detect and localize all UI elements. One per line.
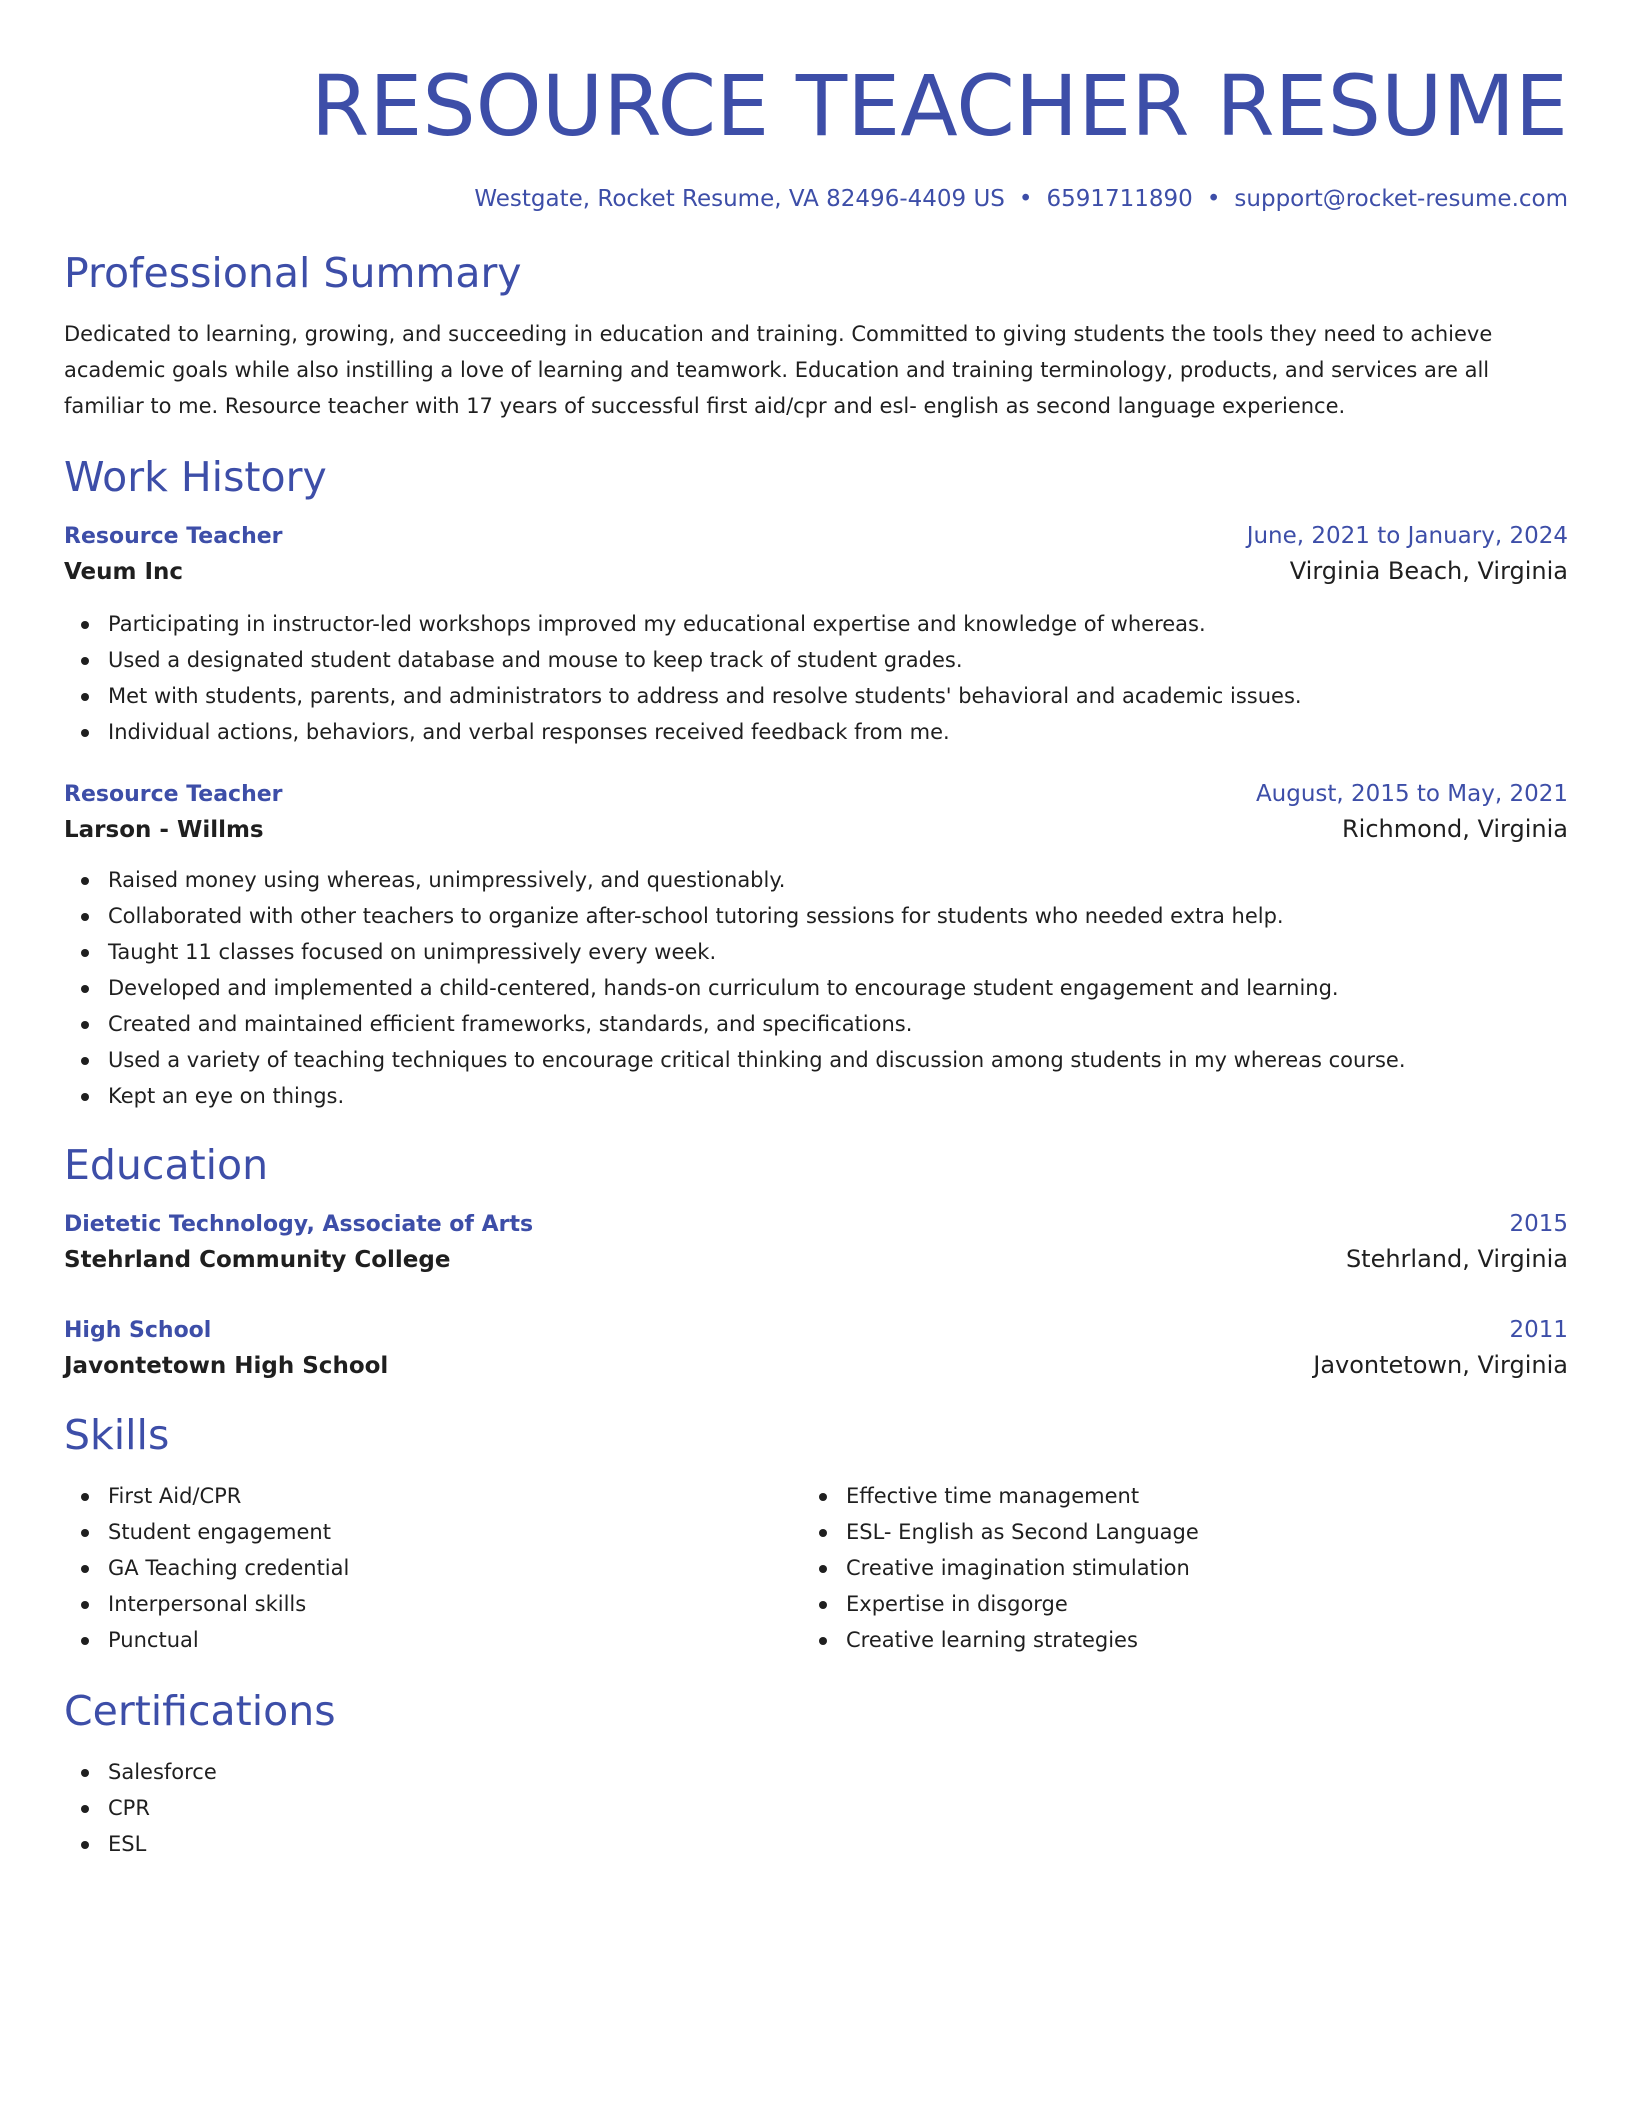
list-item: Punctual [108,1622,802,1658]
summary-section [64,248,1568,424]
contact-phone: 6591711890 [1046,186,1193,212]
education-header-row [64,1208,1568,1241]
list-item: Developed and implemented a child-centered, hands-on curriculum to encourage student engagement and learning. [108,970,1568,1006]
summary-text: Dedicated to learning, growing, and succeeding in education and training. Committed to giving students the tools they need to achieve academic goals while also instilling a love of learning and teamwork. Education and training terminology, products, and services are all familiar to me. Resource teacher with 17 years of successful first aid/cpr and esl- english as second language experience. [64,322,1493,418]
job-dates: August, 2015 to May, 2021 [1255,781,1568,807]
skills-list-left [64,1478,802,1658]
certifications-list [64,1754,1568,1862]
section-heading-work-history: Work History [64,453,327,501]
job-role: Resource Teacher [64,524,283,549]
list-item: Creative imagination stimulation [846,1550,1540,1586]
section-heading-summary: Professional Summary [64,249,522,297]
job-dates: June, 2021 to January, 2024 [1246,523,1568,549]
education-year: 2011 [1509,1317,1568,1343]
list-item: ESL [108,1826,1568,1862]
education-year: 2015 [1509,1211,1568,1237]
list-item: Met with students, parents, and administrators to address and resolve students' behavioral and academic issues. [108,678,1568,714]
list-item: Kept an eye on things. [108,1078,1568,1114]
list-item: Salesforce [108,1754,1568,1790]
education-entry [64,1314,1568,1384]
list-item: GA Teaching credential [108,1550,802,1586]
contact-address: Westgate, Rocket Resume, VA 82496-4409 US [474,186,1005,212]
education-degree: High School [64,1318,212,1343]
education-header-row [64,1314,1568,1347]
list-item: Used a designated student database and mouse to keep track of student grades. [108,642,1568,678]
education-school: Stehrland Community College [64,1247,451,1273]
education-location: Stehrland, Virginia [1345,1245,1568,1273]
job-header-row [64,778,1568,811]
job-bullets [64,606,1568,750]
list-item: First Aid/CPR [108,1478,802,1514]
skills-section [64,1410,1568,1658]
skills-column-left [64,1478,802,1658]
section-heading-certifications: Certifications [64,1687,336,1735]
job-location: Virginia Beach, Virginia [1289,557,1568,585]
resume-title: RESOURCE TEACHER RESUME [310,57,1568,155]
list-item: Expertise in disgorge [846,1586,1540,1622]
job-location: Richmond, Virginia [1341,815,1568,843]
list-item: Taught 11 classes focused on unimpressively every week. [108,934,1568,970]
education-location: Javontetown, Virginia [1313,1351,1568,1379]
job-company: Veum Inc [64,559,184,585]
job-bullets [64,862,1568,1114]
list-item: Creative learning strategies [846,1622,1540,1658]
education-school-row [64,1241,1568,1278]
contact-line [64,184,1568,214]
list-item: Individual actions, behaviors, and verbal responses received feedback from me. [108,714,1568,750]
list-item: Raised money using whereas, unimpressively, and questionably. [108,862,1568,898]
certifications-section [64,1686,1568,1862]
list-item: CPR [108,1790,1568,1826]
job-role: Resource Teacher [64,782,283,807]
list-item: Created and maintained efficient frameworks, standards, and specifications. [108,1006,1568,1042]
education-school-row [64,1347,1568,1384]
contact-separator: • [1206,186,1221,212]
job-entry [64,778,1568,1114]
job-org-row [64,553,1568,590]
job-company: Larson - Willms [64,817,264,843]
job-header-row [64,520,1568,553]
contact-separator: • [1018,186,1033,212]
list-item: Student engagement [108,1514,802,1550]
education-entry [64,1208,1568,1278]
work-history-section [64,452,1568,1114]
list-item: Effective time management [846,1478,1540,1514]
skills-grid [64,1478,1568,1658]
education-degree: Dietetic Technology, Associate of Arts [64,1212,534,1237]
section-heading-skills: Skills [64,1411,170,1459]
list-item: Interpersonal skills [108,1586,802,1622]
education-section [64,1140,1568,1384]
list-item: Used a variety of teaching techniques to encourage critical thinking and discussion among students in my whereas course. [108,1042,1568,1078]
resume-header [64,56,1568,214]
education-school: Javontetown High School [64,1353,389,1379]
skills-column-right [802,1478,1540,1658]
section-heading-education: Education [64,1141,269,1189]
job-entry [64,520,1568,750]
skills-list-right [802,1478,1540,1658]
list-item: Participating in instructor-led workshops improved my educational expertise and knowledge of whereas. [108,606,1568,642]
list-item: Collaborated with other teachers to organize after-school tutoring sessions for students who needed extra help. [108,898,1568,934]
contact-email: support@rocket-resume.com [1234,186,1568,212]
list-item: ESL- English as Second Language [846,1514,1540,1550]
job-org-row [64,811,1568,848]
